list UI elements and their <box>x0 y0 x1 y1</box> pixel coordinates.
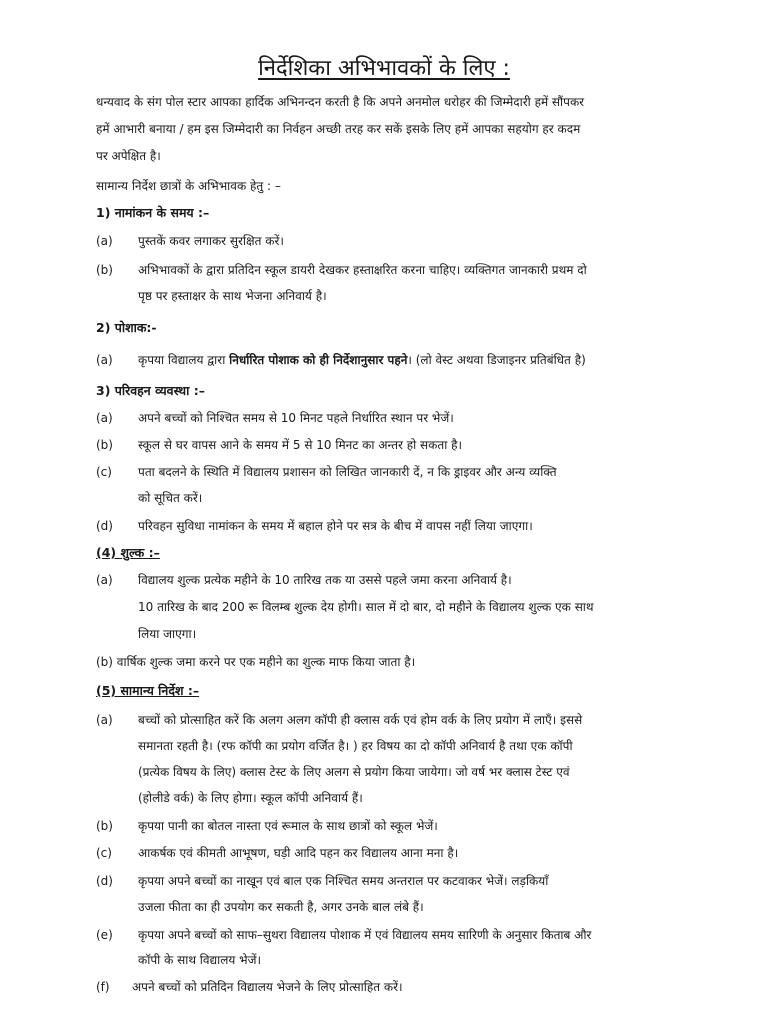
s5-item-e-text-cont: कॉपी के साथ विद्यालय भेजें। <box>138 953 262 967</box>
section-5-heading-text: (5) सामान्य निर्देश :– <box>96 683 200 698</box>
document-title-text: निर्देशिका अभिभावकों के लिए : <box>258 56 510 81</box>
section-4-heading-text: (4) शुल्क :– <box>96 545 160 560</box>
s3-item-c-text: पता बदलने के स्थिति में विद्यालय प्रशासन को लिखित जानकारी दें, न कि ड्राइवर और अन्य व्यक्ति <box>138 465 557 479</box>
section-4-heading <box>96 543 160 563</box>
intro-line-3: पर अपेक्षित है। <box>96 149 161 163</box>
item-marker: (a) <box>96 234 113 248</box>
s5-item-a-text: बच्चों को प्रोत्साहित करें कि अलग अलग कॉपी ही क्लास वर्क एवं होम वर्क के लिए प्रयोग में लाएँ। इससे <box>138 713 583 727</box>
s5-item-d-text-cont: उजला फीता का ही उपयोग कर सकती है, अगर उनके बाल लंबे हैं। <box>138 900 424 914</box>
s5-item-e-text: कृपया अपने बच्चों को साफ–सुथरा विद्यालय पोशाक में एवं विद्यालय समय सारिणी के अनुसार किताब और <box>138 928 592 942</box>
s3-item-a-text: अपने बच्चों को निश्चित समय से 10 मिनट पहले निर्धारित स्थान पर भेजें। <box>138 411 454 425</box>
item-marker: (e) <box>96 928 113 942</box>
intro-line-1: धन्यवाद के संग पोल स्टार आपका हार्दिक अभिनन्दन करती है कि अपने अनमोल धरोहर की जिम्मेदारी हमें सौंपकर <box>96 95 585 109</box>
s4-item-a-text-cont-2: लिया जाएगा। <box>138 627 197 641</box>
item-marker: (f) <box>96 980 110 994</box>
s3-item-c-text-cont: को सूचित करें। <box>138 491 203 505</box>
section-5-heading <box>96 681 199 701</box>
s1-item-a-text: पुस्तकें कवर लगाकर सुरक्षित करें। <box>138 234 284 248</box>
s5-item-f-text: अपने बच्चों को प्रतिदिन विद्यालय भेजने के लिए प्रोत्साहित करें। <box>132 980 403 994</box>
document-title <box>0 52 768 86</box>
s1-item-b-text: अभिभावकों के द्वारा प्रतिदिन स्कूल डायरी देखकर हस्ताक्षरित करना चाहिए। व्यक्तिगत जानकारी प्रथम दो <box>138 263 587 277</box>
s5-item-a-text-cont-3: (होलीडे वर्क) के लिए होगा। स्कूल कॉपी अनिवार्य हैं। <box>138 791 363 805</box>
item-marker: (a) <box>96 713 113 727</box>
item-marker: (a) <box>96 353 113 367</box>
s2-item-a-text <box>138 350 700 370</box>
s5-item-a-text-cont-1: समानता रहती है। (रफ कॉपी का प्रयोग वर्जित है। ) हर विषय का दो कॉपी अनिवार्य है तथा एक कॉपी <box>138 739 573 753</box>
s1-item-b-text-cont: पृष्ठ पर हस्ताक्षर के साथ भेजना अनिवार्य है। <box>138 289 327 303</box>
item-marker: (b) <box>96 438 113 452</box>
s4-item-a-text: विद्यालय शुल्क प्रत्येक महीने के 10 तारिख तक या उससे पहले जमा करना अनिवार्य है। <box>138 573 512 587</box>
item-marker: (d) <box>96 519 113 533</box>
section-1-heading: 1) नामांकन के समय :– <box>96 205 210 220</box>
item-marker: (b) <box>96 263 113 277</box>
s2-item-a-emphasis: निर्धारित पोशाक को ही निर्देशानुसार पहने <box>229 353 408 367</box>
intro-line-2: हमें आभारी बनाया / हम इस जिम्मेदारी का निर्वहन अच्छी तरह कर सकें इसके लिए हमें आपका सहयोग हर कदम <box>96 122 581 136</box>
s2-item-a-part-1: कृपया विद्यालय द्वारा <box>138 353 230 367</box>
item-marker: (a) <box>96 411 113 425</box>
item-marker: (d) <box>96 874 113 888</box>
section-3-heading: 3) परिवहन व्यवस्था :– <box>96 383 206 398</box>
s5-item-c-text: आकर्षक एवं कीमती आभूषण, घड़ी आदि पहन कर विद्यालय आना मना है। <box>138 846 459 860</box>
item-marker: (c) <box>96 846 112 860</box>
s3-item-d-text: परिवहन सुविधा नामांकन के समय में बहाल होने पर सत्र के बीच में वापस नहीं लिया जाएगा। <box>138 519 533 533</box>
s2-item-a-part-3: । (लो वेस्ट अथवा डिजाइनर प्रतिबंधित है) <box>407 353 586 367</box>
section-2-heading: 2) पोशाक:- <box>96 320 157 335</box>
s5-item-d-text: कृपया अपने बच्चों का नाखून एवं बाल एक निश्चित समय अन्तराल पर कटवाकर भेजें। लड़कियाँ <box>138 874 549 888</box>
s4-item-b-text: (b) वार्षिक शुल्क जमा करने पर एक महीने का शुल्क माफ किया जाता है। <box>96 655 416 669</box>
s4-item-a-text-cont-1: 10 तारिख के बाद 200 रू विलम्ब शुल्क देय होगी। साल में दो बार, दो महीने के विद्यालय शुल्क एक साथ <box>138 600 594 614</box>
item-marker: (b) <box>96 819 113 833</box>
s5-item-a-text-cont-2: (प्रत्येक विषय के लिए) क्लास टेस्ट के लिए अलग से प्रयोग किया जायेगा। जो वर्ष भर क्लास टेस्ट एवं <box>138 765 570 779</box>
item-marker: (c) <box>96 465 112 479</box>
s5-item-b-text: कृपया पानी का बोतल नास्ता एवं रूमाल के साथ छात्रों को स्कूल भेजें। <box>138 819 438 833</box>
s3-item-b-text: स्कूल से घर वापस आने के समय में 5 से 10 मिनट का अन्तर हो सकता है। <box>138 438 463 452</box>
item-marker: (a) <box>96 573 113 587</box>
general-heading: सामान्य निर्देश छात्रों के अभिभावक हेतु : – <box>96 179 281 193</box>
